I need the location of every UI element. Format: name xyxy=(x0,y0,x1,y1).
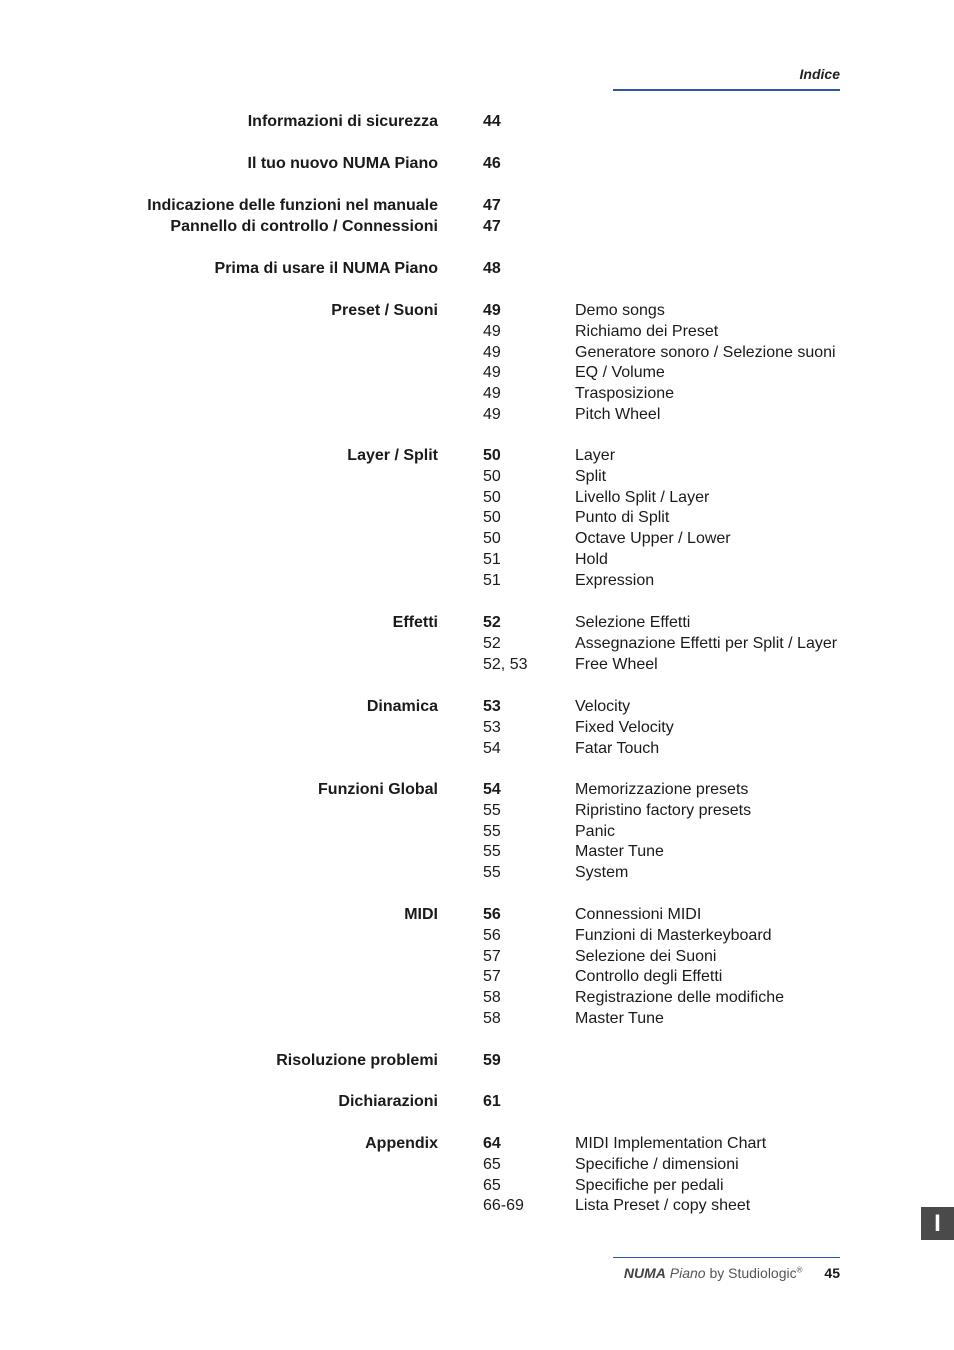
section-entries xyxy=(483,779,903,883)
entry-page-number: 46 xyxy=(483,155,501,172)
toc-entry xyxy=(483,487,903,508)
entry-topic: Controllo degli Effetti xyxy=(575,968,723,986)
section-title-line: Informazioni di sicurezza xyxy=(247,113,438,130)
entry-topic: Master Tune xyxy=(575,843,664,861)
section-title xyxy=(365,1133,438,1154)
entry-topic: Registrazione delle modifiche xyxy=(575,989,784,1007)
entry-topic: Selezione Effetti xyxy=(575,614,691,631)
entry-page-number: 50 xyxy=(483,530,501,548)
toc-entry xyxy=(483,111,903,132)
entry-topic: Funzioni di Masterkeyboard xyxy=(575,926,772,944)
header-label: Indice xyxy=(799,66,840,82)
toc-entry xyxy=(483,507,903,528)
section-entries xyxy=(483,153,903,174)
entry-topic: Memorizzazione presets xyxy=(575,781,749,798)
section-title xyxy=(248,111,438,132)
entry-page-number: 57 xyxy=(483,968,501,986)
entry-page-number: 52, 53 xyxy=(483,655,528,673)
entry-page-number: 64 xyxy=(483,1135,501,1152)
section-title-line: Appendix xyxy=(365,1135,438,1152)
entry-page-number: 58 xyxy=(483,1009,501,1027)
entry-topic: Octave Upper / Lower xyxy=(575,530,731,548)
section-entries xyxy=(483,696,903,758)
entry-topic: Lista Preset / copy sheet xyxy=(575,1197,751,1215)
toc-entry xyxy=(483,841,903,862)
section-title xyxy=(393,612,438,633)
section-title xyxy=(404,904,438,925)
entry-topic: Fixed Velocity xyxy=(575,718,674,736)
section-title-line: Preset / Suoni xyxy=(331,302,438,319)
toc-entry xyxy=(483,779,903,800)
toc-entry xyxy=(483,821,903,842)
toc-entry xyxy=(483,925,903,946)
entry-topic: Ripristino factory presets xyxy=(575,801,752,819)
toc-entry xyxy=(483,342,903,363)
entry-page-number: 50 xyxy=(483,488,501,506)
footer xyxy=(624,1265,840,1281)
section-title xyxy=(248,153,439,174)
entry-page-number: 52 xyxy=(483,614,501,631)
entry-page-number: 48 xyxy=(483,260,501,277)
section-entries xyxy=(483,1050,903,1071)
section-title-line: Risoluzione problemi xyxy=(276,1052,438,1069)
entry-page-number: 49 xyxy=(483,405,501,423)
header-rule xyxy=(613,89,840,91)
toc-entry xyxy=(483,300,903,321)
entry-page-number: 50 xyxy=(483,467,501,485)
entry-topic: Selezione dei Suoni xyxy=(575,947,717,965)
entry-page-number: 53 xyxy=(483,718,501,736)
entry-topic: Livello Split / Layer xyxy=(575,488,710,506)
footer-page-number: 45 xyxy=(824,1265,840,1281)
entry-topic: Velocity xyxy=(575,698,631,715)
section-title xyxy=(367,696,438,717)
section-title-line: Dinamica xyxy=(366,698,438,715)
entry-page-number: 49 xyxy=(483,364,501,382)
section-title xyxy=(338,1091,438,1112)
entry-page-number: 65 xyxy=(483,1155,501,1173)
entry-topic: Expression xyxy=(575,571,655,589)
section-title-line: Indicazione delle funzioni nel manuale xyxy=(147,197,438,214)
entry-page-number: 53 xyxy=(483,698,501,715)
section-title-line: Prima di usare il NUMA Piano xyxy=(214,260,438,277)
toc-entry xyxy=(483,258,903,279)
toc-entry xyxy=(483,717,903,738)
entry-topic: Fatar Touch xyxy=(575,739,660,757)
toc-entry xyxy=(483,1154,903,1175)
entry-page-number: 59 xyxy=(483,1052,501,1069)
entry-topic: Connessioni MIDI xyxy=(575,906,702,923)
entry-page-number: 58 xyxy=(483,989,501,1007)
toc-entry xyxy=(483,549,903,570)
toc-entry xyxy=(483,904,903,925)
section-title-line: Effetti xyxy=(392,614,438,631)
section-entries xyxy=(483,445,903,591)
entry-topic: System xyxy=(575,864,629,882)
entry-topic: Trasposizione xyxy=(575,385,675,403)
toc-entry xyxy=(483,466,903,487)
entry-topic: Layer xyxy=(575,447,616,464)
toc-entry xyxy=(483,633,903,654)
toc-entry xyxy=(483,570,903,591)
toc-entry xyxy=(483,612,903,633)
footer-by: by Studiologic xyxy=(709,1265,797,1281)
toc-entry xyxy=(483,1091,903,1112)
entry-topic: Split xyxy=(575,467,607,485)
footer-rule xyxy=(613,1257,840,1258)
entry-page-number: 55 xyxy=(483,801,501,819)
section-title-line: MIDI xyxy=(404,906,438,923)
entry-page-number: 55 xyxy=(483,864,501,882)
entry-page-number: 54 xyxy=(483,739,501,757)
section-entries xyxy=(483,1091,903,1112)
language-tab: I xyxy=(921,1207,954,1240)
toc-entry xyxy=(483,528,903,549)
section-entries xyxy=(483,904,903,1029)
section-entries xyxy=(483,195,903,237)
entry-page-number: 54 xyxy=(483,781,501,798)
entry-page-number: 49 xyxy=(483,302,501,319)
entry-page-number: 52 xyxy=(483,634,501,652)
toc-entry xyxy=(483,195,903,216)
entry-page-number: 51 xyxy=(483,550,501,568)
section-title-line: Il tuo nuovo NUMA Piano xyxy=(247,155,438,172)
entry-topic: Specifiche per pedali xyxy=(575,1176,724,1194)
toc-entry xyxy=(483,966,903,987)
section-entries xyxy=(483,300,903,425)
section-entries xyxy=(483,612,903,674)
section-entries xyxy=(483,1133,903,1216)
entry-topic: Richiamo dei Preset xyxy=(575,322,719,340)
section-title-line: Pannello di controllo / Connessioni xyxy=(170,218,438,235)
entry-page-number: 50 xyxy=(483,447,501,464)
footer-model: Piano xyxy=(669,1265,706,1281)
toc-entry xyxy=(483,696,903,717)
entry-page-number: 56 xyxy=(483,906,501,923)
toc-entry xyxy=(483,404,903,425)
entry-topic: Generatore sonoro / Selezione suoni xyxy=(575,343,836,361)
entry-page-number: 49 xyxy=(483,343,501,361)
entry-page-number: 49 xyxy=(483,322,501,340)
toc-entry xyxy=(483,1008,903,1029)
entry-topic: Panic xyxy=(575,822,616,840)
entry-topic: Hold xyxy=(575,550,608,568)
toc-entry xyxy=(483,654,903,675)
section-title xyxy=(318,779,438,800)
entry-page-number: 56 xyxy=(483,926,501,944)
section-title xyxy=(215,258,438,279)
toc-entry xyxy=(483,800,903,821)
entry-topic: Punto di Split xyxy=(575,509,670,527)
entry-topic: MIDI Implementation Chart xyxy=(575,1135,767,1152)
toc-entry xyxy=(483,987,903,1008)
entry-topic: Free Wheel xyxy=(575,655,658,673)
toc-entry xyxy=(483,216,903,237)
section-entries xyxy=(483,111,903,132)
toc-entry xyxy=(483,1133,903,1154)
toc-entry xyxy=(483,445,903,466)
section-title xyxy=(331,300,438,321)
toc-entry xyxy=(483,383,903,404)
section-title xyxy=(276,1050,438,1071)
entry-topic: Master Tune xyxy=(575,1009,664,1027)
entry-page-number: 61 xyxy=(483,1093,501,1110)
entry-page-number: 51 xyxy=(483,571,501,589)
toc-entry xyxy=(483,862,903,883)
entry-page-number: 50 xyxy=(483,509,501,527)
section-title xyxy=(147,195,438,237)
entry-page-number: 49 xyxy=(483,385,501,403)
toc-entry xyxy=(483,1175,903,1196)
entry-topic: Specifiche / dimensioni xyxy=(575,1155,739,1173)
entry-topic: EQ / Volume xyxy=(575,364,665,382)
toc-entry xyxy=(483,946,903,967)
toc-entry xyxy=(483,362,903,383)
footer-brand: NUMA xyxy=(623,1265,666,1281)
section-title-line: Funzioni Global xyxy=(318,781,438,798)
section-entries xyxy=(483,258,903,279)
entry-page-number: 57 xyxy=(483,947,501,965)
toc-entry xyxy=(483,1050,903,1071)
entry-page-number: 55 xyxy=(483,843,501,861)
entry-topic: Demo songs xyxy=(575,302,665,319)
entry-page-number: 66-69 xyxy=(483,1197,524,1215)
footer-registered-mark: ® xyxy=(796,1265,803,1275)
toc-entry xyxy=(483,153,903,174)
toc-entry xyxy=(483,1195,903,1216)
section-title-line: Dichiarazioni xyxy=(338,1093,438,1110)
entry-page-number: 47 xyxy=(483,217,501,235)
toc-entry xyxy=(483,738,903,759)
entry-page-number: 55 xyxy=(483,822,501,840)
entry-topic: Pitch Wheel xyxy=(575,405,661,423)
section-title xyxy=(347,445,438,466)
section-title-line: Layer / Split xyxy=(347,447,438,464)
entry-page-number: 47 xyxy=(483,197,501,214)
entry-topic: Assegnazione Effetti per Split / Layer xyxy=(575,634,838,652)
entry-page-number: 44 xyxy=(483,113,501,130)
toc-entry xyxy=(483,321,903,342)
entry-page-number: 65 xyxy=(483,1176,501,1194)
